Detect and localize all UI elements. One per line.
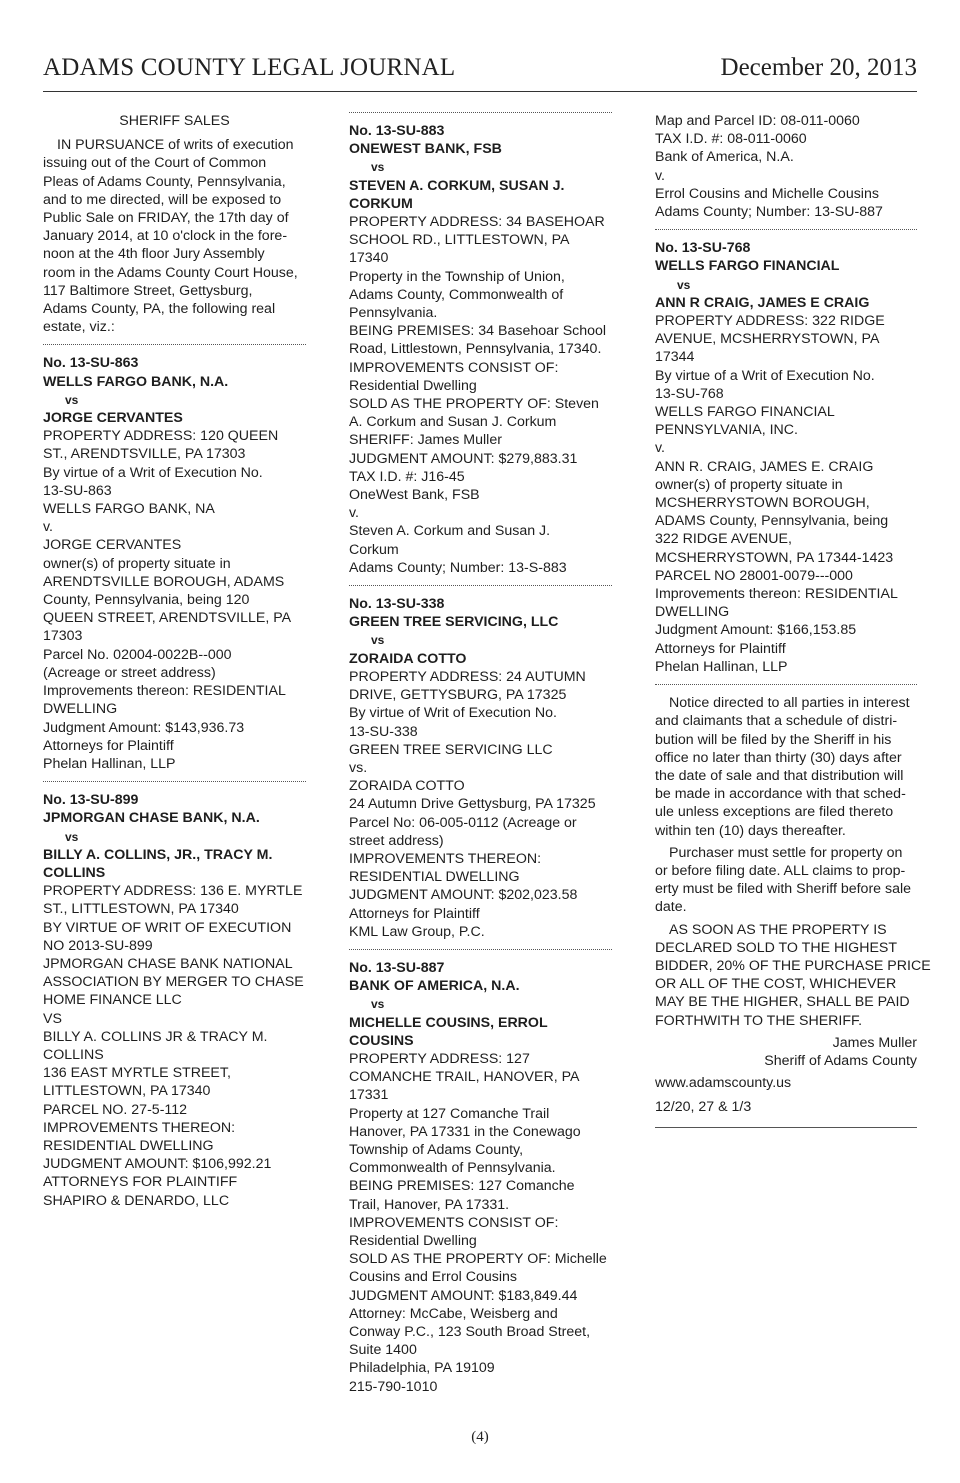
intro-line: 117 Baltimore Street, Gettysburg, (43, 282, 253, 299)
case-line: JPMORGAN CHASE BANK NATIONAL (43, 955, 293, 972)
masthead (43, 54, 917, 90)
case-versus: vs (371, 160, 385, 175)
case-line: MCSHERRYSTOWN, PA 17344-1423 (655, 549, 894, 566)
case-13-su-887-continued (655, 112, 917, 221)
case-line: Cousins and Errol Cousins (349, 1269, 517, 1286)
case-line: WELLS FARGO BANK, NA (43, 501, 215, 518)
case-versus: vs (371, 997, 385, 1012)
case-line: street address) (349, 832, 444, 849)
notice-line: the date of sale and that distribution will (655, 767, 904, 784)
case-line: DWELLING (43, 701, 118, 718)
case-line: v. (655, 440, 665, 457)
case-line: Commonwealth of Pennsylvania. (349, 1160, 556, 1177)
case-line: Property at 127 Comanche Trail (349, 1105, 550, 1122)
case-line: Residential Dwelling (349, 1232, 477, 1249)
intro-line: January 2014, at 10 o'clock in the fore- (43, 228, 288, 245)
column-2 (349, 112, 612, 1396)
case-line: Residential Dwelling (349, 377, 477, 394)
case-number: No. 13-SU-768 (655, 240, 751, 257)
case-line: TAX I.D. #: J16-45 (349, 468, 465, 485)
case-line: PROPERTY ADDRESS: 136 E. MYRTLE (43, 883, 303, 900)
case-line: SHERIFF: James Muller (349, 432, 502, 449)
notice-line: MAY BE THE HIGHER, SHALL BE PAID (655, 994, 910, 1011)
case-line: 13-SU-768 (655, 385, 724, 402)
notice-line: DECLARED SOLD TO THE HIGHEST (655, 939, 898, 956)
case-line: Road, Littlestown, Pennsylvania, 17340. (349, 341, 602, 358)
sheriff-signature-name: James Muller (832, 1034, 917, 1051)
case-defendant: COLLINS (43, 864, 106, 881)
case-line: Pennsylvania. (349, 305, 438, 322)
case-line: Judgment Amount: $143,936.73 (43, 719, 245, 736)
case-line: SHAPIRO & DENARDO, LLC (43, 1192, 230, 1209)
case-line: IMPROVEMENTS CONSIST OF: (349, 359, 559, 376)
case-line: 13-SU-863 (43, 482, 112, 499)
case-line: 17340 (349, 250, 389, 267)
case-line: v. (349, 505, 359, 522)
case-line: Errol Cousins and Michelle Cousins (655, 185, 879, 202)
case-line: AVENUE, MCSHERRYSTOWN, PA (655, 331, 880, 348)
case-line: NO 2013-SU-899 (43, 937, 153, 954)
case-line: Improvements thereon: RESIDENTIAL (655, 586, 898, 603)
case-defendant: ZORAIDA COTTO (349, 650, 467, 667)
case-line: Property in the Township of Union, (349, 268, 565, 285)
case-line: owner(s) of property situate in (43, 555, 231, 572)
case-line: KML Law Group, P.C. (349, 923, 485, 940)
notice-line: be made in accordance with that sched- (655, 786, 906, 803)
case-line: JORGE CERVANTES (43, 537, 182, 554)
case-line: PROPERTY ADDRESS: 24 AUTUMN (349, 668, 586, 685)
case-line: Adams County; Number: 13-S-883 (349, 559, 567, 576)
intro-line: and to me directed, will be exposed to (43, 191, 282, 208)
case-number: No. 13-SU-887 (349, 959, 445, 976)
case-13-su-768 (655, 239, 917, 676)
case-defendant: JORGE CERVANTES (43, 410, 183, 427)
column-3 (655, 112, 931, 1128)
case-line: Philadelphia, PA 19109 (349, 1360, 495, 1377)
case-line: Attorneys for Plaintiff (349, 905, 480, 922)
case-plaintiff: ONEWEST BANK, FSB (349, 141, 502, 158)
case-13-su-863 (43, 354, 306, 773)
case-number: No. 13-SU-863 (43, 355, 139, 372)
divider (43, 344, 306, 345)
notice-line: Purchaser must settle for property on (669, 844, 903, 861)
case-number: No. 13-SU-899 (43, 792, 139, 809)
case-plaintiff: WELLS FARGO BANK, N.A. (43, 373, 229, 390)
case-defendant: ANN R CRAIG, JAMES E CRAIG (655, 294, 870, 311)
divider (349, 112, 612, 113)
case-plaintiff: BANK OF AMERICA, N.A. (349, 978, 520, 995)
case-defendant: COUSINS (349, 1032, 414, 1049)
case-line: WELLS FARGO FINANCIAL (655, 404, 835, 421)
case-line: Parcel No: 06-005-0112 (Acreage or (349, 814, 577, 831)
case-line: BILLY A. COLLINS JR & TRACY M. (43, 1028, 268, 1045)
divider (349, 585, 612, 586)
case-line: By virtue of a Writ of Execution No. (655, 367, 875, 384)
case-line: Phelan Hallinan, LLP (43, 755, 176, 772)
sheriff-signature-title: Sheriff of Adams County (764, 1052, 917, 1069)
case-line: SOLD AS THE PROPERTY OF: Steven (349, 396, 599, 413)
case-defendant: CORKUM (349, 195, 413, 212)
intro-paragraph (43, 136, 306, 336)
case-line: 17344 (655, 349, 695, 366)
case-line: ZORAIDA COTTO (349, 778, 465, 795)
notice-line: erty must be filed with Sheriff before sale (655, 881, 912, 898)
notice-line: ule unless exceptions are filed thereto (655, 804, 894, 821)
case-line: Township of Adams County, (349, 1141, 524, 1158)
intro-line: noon at the 4th floor Jury Assembly (43, 246, 265, 263)
case-line: Attorney: McCabe, Weisberg and (349, 1305, 558, 1322)
case-line: COMANCHE TRAIL, HANOVER, PA (349, 1069, 580, 1086)
case-plaintiff: WELLS FARGO FINANCIAL (655, 258, 840, 275)
case-13-su-883 (349, 122, 612, 577)
intro-line: issuing out of the Court of Common (43, 155, 267, 172)
case-line: TAX I.D. #: 08-011-0060 (655, 131, 807, 148)
case-line: PROPERTY ADDRESS: 120 QUEEN (43, 428, 279, 445)
case-line: Attorneys for Plaintiff (655, 640, 786, 657)
journal-title: ADAMS COUNTY LEGAL JOURNAL (43, 54, 456, 81)
case-line: ARENDTSVILLE BOROUGH, ADAMS (43, 573, 285, 590)
case-line: Suite 1400 (349, 1342, 417, 1359)
case-number: No. 13-SU-338 (349, 596, 445, 613)
case-line: 13-SU-338 (349, 723, 418, 740)
case-line: RESIDENTIAL DWELLING (349, 869, 520, 886)
intro-line: Pleas of Adams County, Pennsylvania, (43, 173, 286, 190)
case-line: PROPERTY ADDRESS: 34 BASEHOAR (349, 214, 605, 231)
case-line: Adams County; Number: 13-SU-887 (655, 204, 883, 221)
case-line: JUDGMENT AMOUNT: $202,023.58 (349, 887, 578, 904)
case-versus: vs (65, 829, 79, 844)
case-line: PROPERTY ADDRESS: 127 (349, 1050, 530, 1067)
case-line: PARCEL NO. 27-5-112 (43, 1101, 188, 1118)
notice-line: BIDDER, 20% OF THE PURCHASE PRICE (655, 957, 931, 974)
case-line: Corkum (349, 541, 399, 558)
case-line: OneWest Bank, FSB (349, 487, 480, 504)
notice-line: and claimants that a schedule of distri- (655, 713, 898, 730)
column-1 (43, 112, 306, 1210)
case-line: PROPERTY ADDRESS: 322 RIDGE (655, 313, 885, 330)
divider (655, 684, 917, 685)
case-line: ST., ARENDTSVILLE, PA 17303 (43, 446, 246, 463)
intro-line: Adams County, PA, the following real (43, 301, 276, 318)
case-line: (Acreage or street address) (43, 664, 216, 681)
case-line: JUDGMENT AMOUNT: $106,992.21 (43, 1156, 272, 1173)
intro-line: room in the Adams County Court House, (43, 264, 298, 281)
case-line: Steven A. Corkum and Susan J. (349, 523, 551, 540)
divider (349, 949, 612, 950)
county-website-link[interactable]: www.adamscounty.us (655, 1075, 792, 1092)
notice-line: AS SOON AS THE PROPERTY IS (669, 921, 887, 938)
case-line: Adams County, Commonwealth of (349, 286, 564, 303)
case-line: JUDGMENT AMOUNT: $183,849.44 (349, 1287, 578, 1304)
case-line: QUEEN STREET, ARENDTSVILLE, PA (43, 610, 292, 627)
case-line: ADAMS County, Pennsylvania, being (655, 513, 889, 530)
case-line: v. (655, 167, 665, 184)
case-line: ATTORNEYS FOR PLAINTIFF (43, 1174, 238, 1191)
case-plaintiff: GREEN TREE SERVICING, LLC (349, 614, 559, 631)
case-line: vs. (349, 759, 368, 776)
case-line: 136 EAST MYRTLE STREET, (43, 1065, 231, 1082)
issue-date: December 20, 2013 (720, 54, 917, 81)
case-versus: vs (677, 277, 691, 292)
case-versus: vs (65, 392, 79, 407)
end-rule (655, 1127, 917, 1128)
case-line: Trail, Hanover, PA 17331. (349, 1196, 510, 1213)
case-line: RESIDENTIAL DWELLING (43, 1137, 214, 1154)
intro-line: IN PURSUANCE of writs of execution (57, 137, 294, 154)
case-line: IMPROVEMENTS CONSIST OF: (349, 1214, 559, 1231)
page-number: (4) (471, 1429, 489, 1445)
notice-line: date. (655, 899, 687, 916)
publication-dates: 12/20, 27 & 1/3 (655, 1099, 752, 1116)
notice-line: OR ALL OF THE COST, WHICHEVER (655, 976, 897, 993)
case-line: 24 Autumn Drive Gettysburg, PA 17325 (349, 796, 596, 813)
notice-line: office no later than thirty (30) days after (655, 749, 902, 766)
case-line: SOLD AS THE PROPERTY OF: Michelle (349, 1251, 607, 1268)
case-line: VS (43, 1010, 62, 1027)
masthead-rule (43, 91, 917, 92)
case-line: Attorneys for Plaintiff (43, 737, 174, 754)
case-defendant: BILLY A. COLLINS, JR., TRACY M. (43, 846, 273, 863)
case-line: Improvements thereon: RESIDENTIAL (43, 683, 286, 700)
case-13-su-899 (43, 791, 306, 1210)
case-line: owner(s) of property situate in (655, 476, 843, 493)
case-line: ST., LITTLESTOWN, PA 17340 (43, 901, 239, 918)
case-line: LITTLESTOWN, PA 17340 (43, 1083, 211, 1100)
settlement-notice (655, 844, 917, 917)
case-line: A. Corkum and Susan J. Corkum (349, 414, 557, 431)
case-line: Phelan Hallinan, LLP (655, 658, 788, 675)
payment-notice (655, 921, 931, 1030)
notice-line: or before filing date. ALL claims to prop- (655, 862, 906, 879)
case-line: 17303 (43, 628, 83, 645)
case-line: Map and Parcel ID: 08-011-0060 (655, 113, 860, 129)
case-13-su-887 (349, 959, 612, 1396)
case-line: HOME FINANCE LLC (43, 992, 182, 1009)
case-13-su-338 (349, 595, 612, 941)
case-line: MCSHERRYSTOWN BOROUGH, (655, 495, 870, 512)
case-line: County, Pennsylvania, being 120 (43, 592, 250, 609)
case-line: Judgment Amount: $166,153.85 (655, 622, 857, 639)
case-line: Parcel No. 02004-0022B--000 (43, 646, 232, 663)
case-line: v. (43, 519, 53, 536)
case-number: No. 13-SU-883 (349, 123, 445, 139)
case-defendant: MICHELLE COUSINS, ERROL (349, 1014, 548, 1031)
notice-line: Notice directed to all parties in interest (669, 695, 910, 712)
case-line: BY VIRTUE OF WRIT OF EXECUTION (43, 919, 292, 936)
intro-line: Public Sale on FRIDAY, the 17th day of (43, 210, 289, 227)
divider (43, 781, 306, 782)
notice-line: bution will be filed by the Sheriff in his (655, 731, 892, 748)
case-line: DRIVE, GETTYSBURG, PA 17325 (349, 687, 567, 704)
divider (655, 229, 917, 230)
case-versus: vs (371, 633, 385, 648)
case-line: JUDGMENT AMOUNT: $279,883.31 (349, 450, 578, 467)
case-line: ASSOCIATION BY MERGER TO CHASE (43, 974, 304, 991)
case-line: Conway P.C., 123 South Broad Street, (349, 1324, 591, 1340)
case-line: IMPROVEMENTS THEREON: (349, 850, 542, 867)
case-line: DWELLING (655, 604, 730, 621)
case-line: By virtue of Writ of Execution No. (349, 705, 557, 722)
case-defendant: STEVEN A. CORKUM, SUSAN J. (349, 177, 565, 194)
case-line: ANN R. CRAIG, JAMES E. CRAIG (655, 458, 874, 475)
distribution-notice (655, 694, 917, 840)
case-line: PARCEL NO 28001-0079---000 (655, 567, 853, 584)
case-line: PENNSYLVANIA, INC. (655, 422, 798, 439)
case-line: COLLINS (43, 1046, 104, 1063)
case-line: 17331 (349, 1087, 389, 1104)
intro-line: estate, viz.: (43, 319, 115, 336)
case-line: SCHOOL RD., LITTLESTOWN, PA (349, 232, 570, 249)
notice-line: within ten (10) days thereafter. (655, 822, 846, 839)
case-line: 322 RIDGE AVENUE, (655, 531, 792, 548)
notice-line: FORTHWITH TO THE SHERIFF. (655, 1012, 863, 1029)
section-heading: SHERIFF SALES (119, 113, 230, 129)
case-line: GREEN TREE SERVICING LLC (349, 741, 553, 758)
case-plaintiff: JPMORGAN CHASE BANK, N.A. (43, 810, 260, 827)
case-line: IMPROVEMENTS THEREON: (43, 1119, 236, 1136)
case-line: BEING PREMISES: 127 Comanche (349, 1178, 575, 1195)
case-line: 215-790-1010 (349, 1378, 438, 1395)
case-line: BEING PREMISES: 34 Basehoar School (349, 323, 607, 340)
case-line: Hanover, PA 17331 in the Conewago (349, 1123, 581, 1140)
case-line: By virtue of a Writ of Execution No. (43, 464, 263, 481)
case-line: Bank of America, N.A. (655, 149, 794, 166)
